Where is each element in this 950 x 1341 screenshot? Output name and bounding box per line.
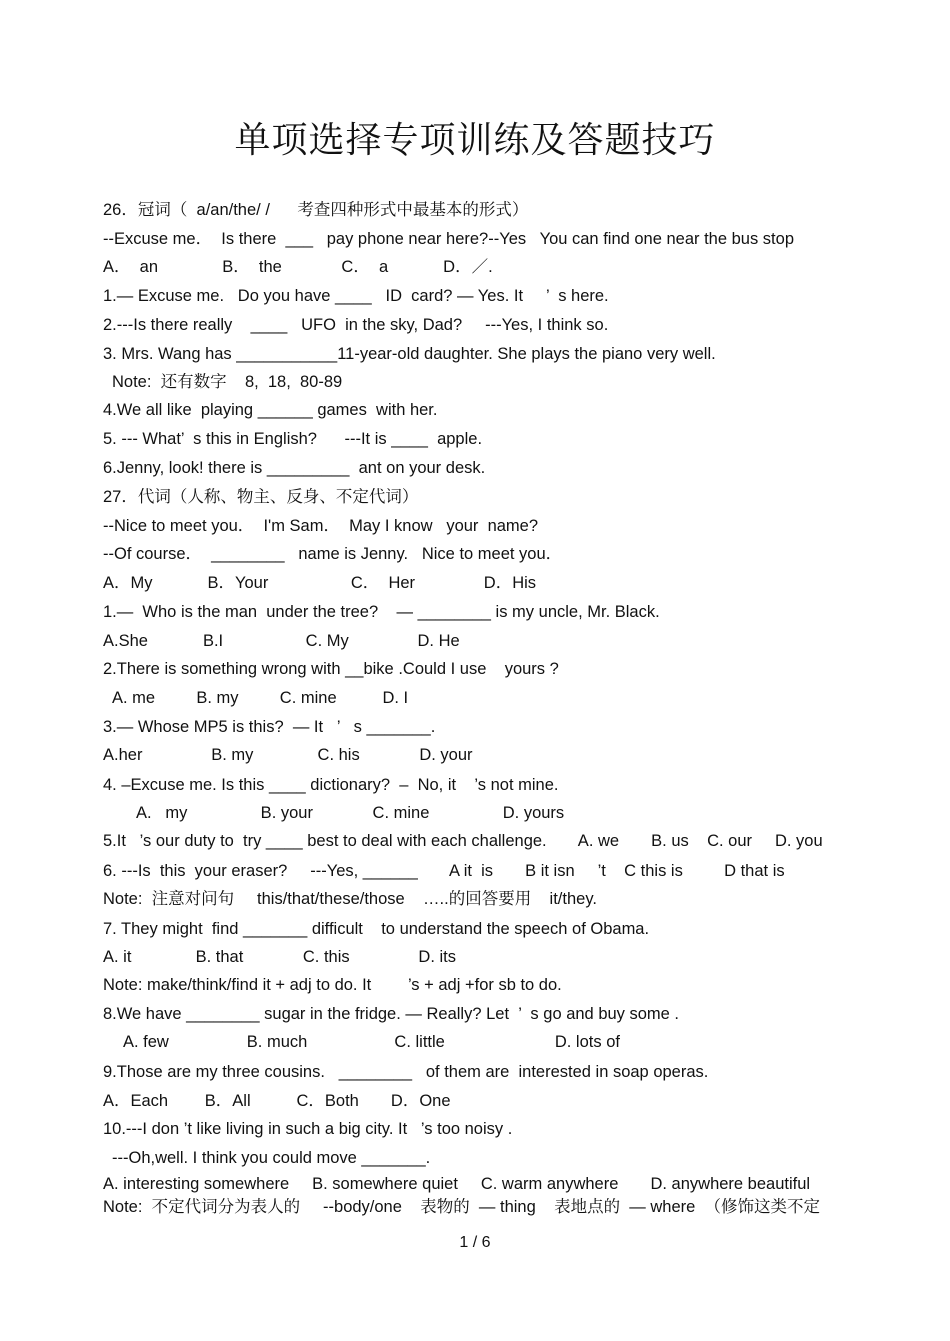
text-line: 9.Those are my three cousins. ________ of them are interested in soap operas. <box>103 1063 709 1081</box>
text-line: 6.Jenny, look! there is _________ ant on your desk. <box>103 459 486 477</box>
text-line: 7. They might find _______ difficult to understand the speech of Obama. <box>103 920 650 938</box>
text-line: 26．冠词（ a/an/the/ / 考查四种形式中最基本的形式） <box>103 201 529 219</box>
text-line: 3. Mrs. Wang has ___________11-year-old daughter. She plays the piano very well. <box>103 345 716 363</box>
text-line: Note: 注意对问句 this/that/these/those …..的回答要用 it/they. <box>103 890 597 908</box>
text-line: --Nice to meet you． I'm Sam． May I know your name? <box>103 517 539 535</box>
text-line: ---Oh,well. I think you could move _______. <box>112 1149 431 1167</box>
text-line: 1.— Who is the man under the tree? — ________ is my uncle, Mr. Black. <box>103 603 660 621</box>
text-line: 2.There is something wrong with __bike .Could I use yours ? <box>103 660 559 678</box>
text-line: A．My B．Your C． Her D．His <box>103 574 537 592</box>
text-line: --Of course． ________ name is Jenny. Nice to meet you． <box>103 545 563 563</box>
text-line: A. me B. my C. mine D. I <box>112 689 409 707</box>
text-line: Note: 还有数字 8, 18, 80-89 <box>112 373 343 391</box>
text-line: 5.It ’s our duty to try ____ best to deal with each challenge. A. we B. us C. our D. you <box>103 832 823 850</box>
text-line: 2.---Is there really ____ UFO in the sky, Dad? ---Yes, I think so. <box>103 316 609 334</box>
text-line: Note: make/think/find it + adj to do. It ’s + adj +for sb to do. <box>103 976 562 994</box>
text-line: 4.We all like playing ______ games with her. <box>103 401 438 419</box>
text-line: 8.We have ________ sugar in the fridge. — Really? Let ’ s go and buy some . <box>103 1005 680 1023</box>
text-line: 4. –Excuse me. Is this ____ dictionary? – No, it ’s not mine. <box>103 776 559 794</box>
text-line: A. interesting somewhere B. somewhere quiet C. warm anywhere D. anywhere beautiful <box>103 1175 811 1193</box>
text-line: 27．代词（人称、物主、反身、不定代词） <box>103 488 419 506</box>
text-line: 6. ---Is this your eraser? ---Yes, ______ A it is B it isn ’t C this is D that is <box>103 862 785 880</box>
text-line: 10.---I don ’t like living in such a big city. It ’s too noisy . <box>103 1120 513 1138</box>
text-line: A．Each B．All C．Both D．One <box>103 1092 451 1110</box>
text-line: A.her B. my C. his D. your <box>103 746 473 764</box>
text-line: Note: 不定代词分为表人的 --body/one 表物的 — thing 表地点的 — where （修饰这类不定 <box>103 1198 820 1216</box>
text-line: A. it B. that C. this D. its <box>103 948 457 966</box>
text-line: A.She B.I C. My D. He <box>103 632 460 650</box>
document-title: 单项选择专项训练及答题技巧 <box>234 120 716 161</box>
text-line: 5. --- What’ s this in English? ---It is ____ apple. <box>103 430 483 448</box>
text-line: --Excuse me． Is there ___ pay phone near here?--Yes You can find one near the bus stop <box>103 230 794 248</box>
text-line: A． an B． the C． a D．／. <box>103 258 493 276</box>
text-line: 1.— Excuse me. Do you have ____ ID card? — Yes. It ’ s here. <box>103 287 609 305</box>
text-line: 3.— Whose MP5 is this? — It ’ s _______. <box>103 718 436 736</box>
text-line: A. few B. much C. little D. lots of <box>123 1033 620 1051</box>
text-line: A. my B. your C. mine D. yours <box>136 804 565 822</box>
page-number: 1 / 6 <box>459 1234 491 1251</box>
